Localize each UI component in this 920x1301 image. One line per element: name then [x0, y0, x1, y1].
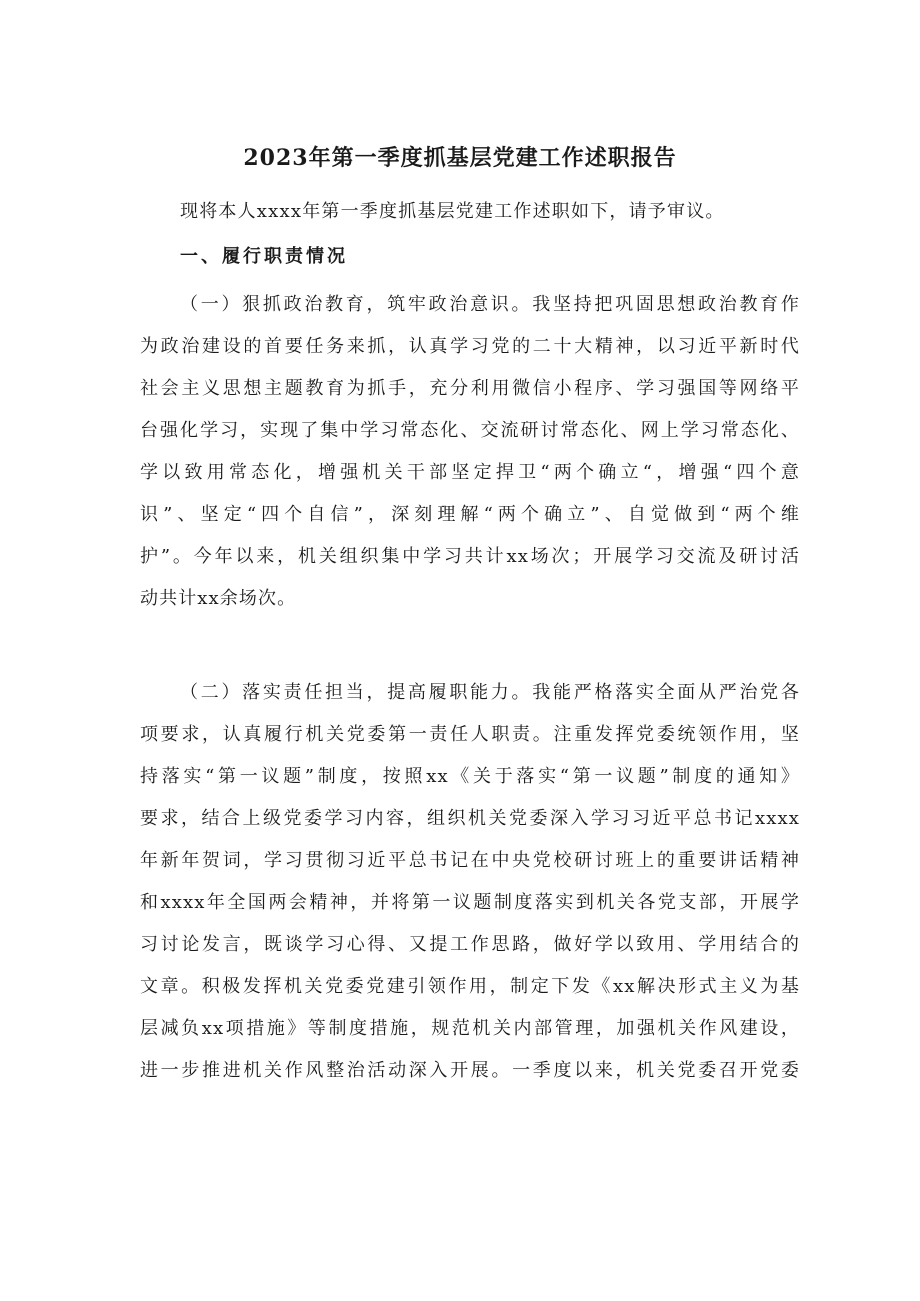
paragraph-line: 习讨论发言，既谈学习心得、又提工作思路，做好学以致用、学用结合的 — [140, 934, 800, 955]
paragraph-responsibility — [140, 672, 800, 1092]
paragraph-line: （一）狠抓政治教育，筑牢政治意识。我坚持把巩固思想政治教育作 — [180, 294, 800, 315]
paragraph-line: 动共计xx余场次。 — [140, 588, 297, 609]
paragraph-line: 层减负xx项措施》等制度措施，规范机关内部管理，加强机关作风建设， — [140, 1018, 800, 1039]
section-heading-duties: 一、履行职责情况 — [180, 246, 348, 267]
paragraph-line: 进一步推进机关作风整治活动深入开展。一季度以来，机关党委召开党委 — [140, 1060, 800, 1081]
paragraph-line: 年新年贺词，学习贯彻习近平总书记在中央党校研讨班上的重要讲话精神 — [140, 850, 800, 871]
paragraph-line: 项要求，认真履行机关党委第一责任人职责。注重发挥党委统领作用，坚 — [140, 724, 800, 745]
paragraph-line: 为政治建设的首要任务来抓，认真学习党的二十大精神，以习近平新时代 — [140, 336, 800, 357]
paragraph-line: 要求，结合上级党委学习内容，组织机关党委深入学习习近平总书记xxxx — [140, 808, 800, 829]
paragraph-political-education — [140, 284, 800, 620]
paragraph-line: 识”、坚定“四个自信”，深刻理解“两个确立”、自觉做到“两个维 — [140, 504, 800, 525]
paragraph-line: （二）落实责任担当，提高履职能力。我能严格落实全面从严治党各 — [180, 682, 800, 703]
intro-paragraph: 现将本人xxxx年第一季度抓基层党建工作述职如下，请予审议。 — [180, 201, 725, 222]
paragraph-line: 学以致用常态化，增强机关干部坚定捍卫“两个确立“，增强“四个意 — [140, 462, 800, 483]
paragraph-line: 和xxxx年全国两会精神，并将第一议题制度落实到机关各党支部，开展学 — [140, 892, 800, 913]
paragraph-line: 持落实“第一议题”制度，按照xx《关于落实“第一议题”制度的通知》 — [140, 766, 800, 787]
document-title: 2023年第一季度抓基层党建工作述职报告 — [243, 145, 677, 171]
paragraph-line: 文章。积极发挥机关党委党建引领作用，制定下发《xx解决形式主义为基 — [140, 976, 800, 997]
paragraph-line: 社会主义思想主题教育为抓手，充分利用微信小程序、学习强国等网络平 — [140, 378, 800, 399]
paragraph-line: 台强化学习，实现了集中学习常态化、交流研讨常态化、网上学习常态化、 — [140, 420, 800, 441]
paragraph-line: 护”。今年以来，机关组织集中学习共计xx场次；开展学习交流及研讨活 — [140, 546, 800, 567]
